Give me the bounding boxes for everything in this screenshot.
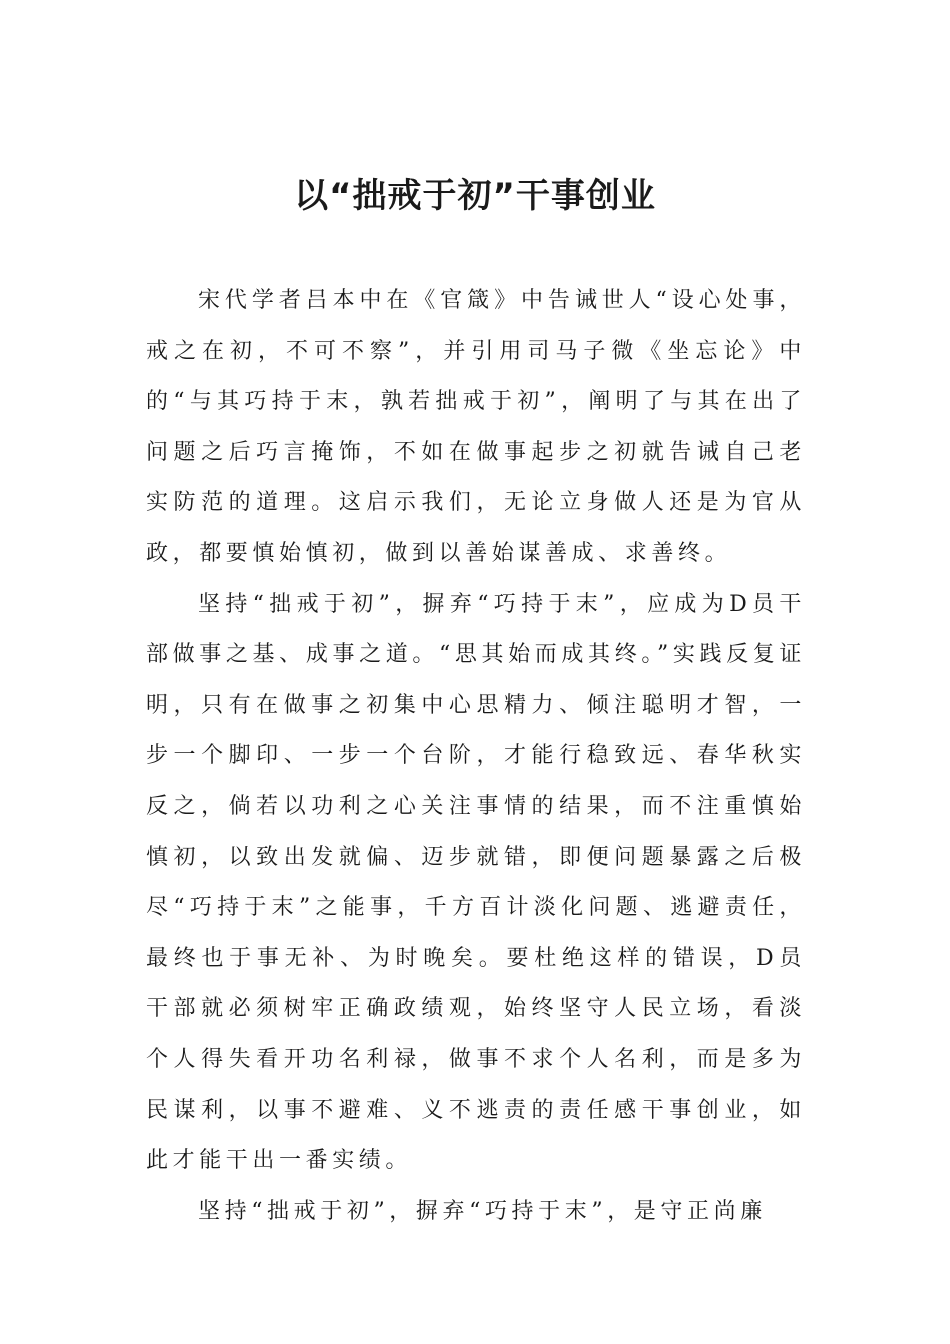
paragraph-3: 坚持“拙戒于初”，摒弃“巧持于末”，是守正尚廉 xyxy=(198,1198,767,1224)
paragraph-2: 坚持“拙戒于初”，摒弃“巧持于末”，应成为D员干部做事之基、成事之道。“思其始而成其终。”实践反复证明，只有在做事之初集中心思精力、倾注聪明才智，一步一个脚印、一步一个台阶，才能行稳致远、春华秋实反之，倘若以功利之心关注事情的结果，而不注重慎始慎初，以致出发就偏、迈步就错，即便问题暴露之后极尽“巧持于末”之能事，千方百计淡化问题、逃避责任，最终也于事无补、为时晚矣。要杜绝这样的错误，D员干部就必须树牢正确政绩观，始终坚守人民立场，看淡个人得失看开功名利禄，做事不求个人名利，而是多为民谋利，以事不避难、义不逃责的责任感干事创业，如此才能干出一番实绩。 xyxy=(146,591,806,1174)
page-title: 以“拙戒于初”干事创业 xyxy=(294,176,656,216)
article-body xyxy=(146,276,806,1237)
paragraph-1: 宋代学者吕本中在《官箴》中告诫世人“设心处事，戒之在初，不可不察”，并引用司马子微《坐忘论》中的“与其巧持于末，孰若拙戒于初”，阐明了与其在出了问题之后巧言掩饰，不如在做事起步之初就告诫自己老实防范的道理。这启示我们，无论立身做人还是为官从政，都要慎始慎初，做到以善始谋善成、求善终。 xyxy=(146,288,806,566)
